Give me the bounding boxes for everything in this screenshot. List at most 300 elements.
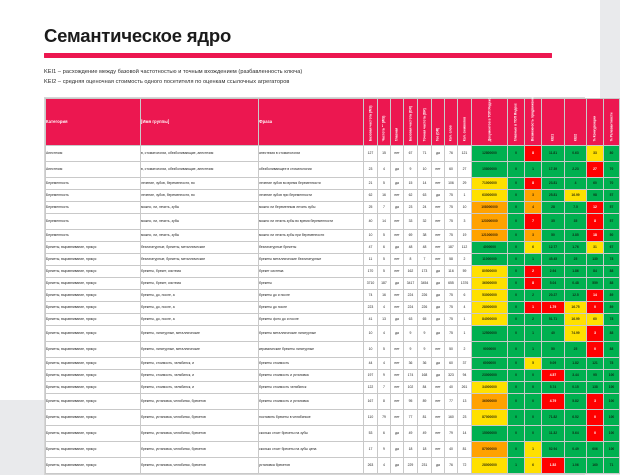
cell-scored-metric: 63000000 <box>472 189 508 201</box>
cell-metric: 1376 <box>458 277 472 289</box>
cell-phrase: лечение зубов во время беременности <box>259 177 364 189</box>
cell-scored-metric: 50 <box>604 229 620 241</box>
cell-scored-metric: 4 <box>565 177 587 189</box>
table-row[interactable] <box>46 213 620 229</box>
cell-scored-metric: 50 <box>542 341 565 357</box>
cell-scored-metric: 25 <box>565 253 587 265</box>
cell-metric: 9 <box>378 369 391 381</box>
cell-scored-metric: 12500000 <box>472 325 508 341</box>
col-header-char-count[interactable]: Кол. символов <box>458 98 472 145</box>
cell-scored-metric: 0 <box>508 201 525 213</box>
col-header-phrase[interactable]: Фраза <box>259 98 364 145</box>
cell-scored-metric: 0 <box>508 277 525 289</box>
cell-scored-metric: 84000000 <box>472 313 508 325</box>
table-row[interactable] <box>46 381 620 393</box>
cell-phrase: лечение зубов при беременности <box>259 189 364 201</box>
cell-scored-metric: 0.15 <box>565 381 587 393</box>
cell-metric: 74 <box>364 289 378 301</box>
cell-metric: 9 <box>418 341 432 357</box>
cell-phrase: сколько стоит брекеты на зубы цена <box>259 441 364 457</box>
cell-metric: 9 <box>404 341 418 357</box>
cell-metric: 162 <box>404 265 418 277</box>
cell-metric: 62 <box>364 189 378 201</box>
cell-phrase: брекеты стоимость и установка <box>259 369 364 381</box>
cell-scored-metric: 0 <box>508 213 525 229</box>
cell-category: Брекеты, выравнивание, прикус <box>46 425 141 441</box>
cell-phrase: керамические брекеты лигатурные <box>259 341 364 357</box>
cell-metric: 1 <box>458 325 472 341</box>
cell-metric: да <box>432 145 445 161</box>
cell-group-name: безлигатурные, брекеты, металлические <box>141 241 259 253</box>
col-header-exact-freq-dr[interactable]: Точная частота (DR) <box>418 98 432 145</box>
cell-metric: 4 <box>378 301 391 313</box>
col-header-base-freq-ws[interactable]: Базовая частота (WS) <box>364 98 378 145</box>
cell-scored-metric: 2 <box>525 313 542 325</box>
cell-metric: 23 <box>364 161 378 177</box>
cell-metric: нет <box>432 253 445 265</box>
cell-scored-metric: 88 <box>604 277 620 289</box>
cell-category: Брекеты, выравнивание, прикус <box>46 409 141 425</box>
cell-metric: 40 <box>364 213 378 229</box>
cell-scored-metric: 71.82 <box>542 409 565 425</box>
cell-phrase: брекеты металлические безлигатурные <box>259 253 364 265</box>
cell-metric: 27 <box>458 161 472 177</box>
cell-scored-metric: 3 <box>525 189 542 201</box>
table-row[interactable] <box>46 409 620 425</box>
cell-scored-metric: 3.85 <box>565 229 587 241</box>
cell-category: Беременность <box>46 229 141 241</box>
cell-scored-metric: 0 <box>587 425 604 441</box>
cell-scored-metric: 51.71 <box>542 313 565 325</box>
cell-scored-metric: 6000000 <box>472 357 508 369</box>
cell-phrase: брекеты стоимость и установка <box>259 393 364 409</box>
table-row[interactable] <box>46 277 620 289</box>
col-header-kei2[interactable]: KEI2 <box>565 98 587 145</box>
cell-metric: 6 <box>378 241 391 253</box>
cell-metric: 5 <box>378 177 391 189</box>
table-body <box>46 145 620 473</box>
cell-scored-metric: 15800000 <box>472 161 508 177</box>
cell-scored-metric: 108000000 <box>472 201 508 213</box>
cell-scored-metric: 35 <box>542 213 565 229</box>
cell-scored-metric: 0 <box>508 241 525 253</box>
cell-metric: 58 <box>445 253 458 265</box>
semantic-core-table[interactable] <box>44 95 615 475</box>
cell-scored-metric: 40 <box>542 325 565 341</box>
table-row[interactable] <box>46 341 620 357</box>
cell-metric: 187 <box>445 241 458 253</box>
cell-scored-metric: 3 <box>525 229 542 241</box>
cell-scored-metric: 89 <box>604 301 620 313</box>
cell-scored-metric: 0 <box>508 341 525 357</box>
cell-metric: да <box>432 369 445 381</box>
cell-scored-metric: 8 <box>525 145 542 161</box>
cell-scored-metric: 606 <box>587 441 604 457</box>
table-row[interactable] <box>46 325 620 341</box>
cell-metric: 170 <box>364 265 378 277</box>
cell-metric: 3 <box>458 213 472 229</box>
cell-category: Беременность <box>46 189 141 201</box>
cell-scored-metric: 1 <box>525 301 542 313</box>
cell-metric: нет <box>391 189 404 201</box>
cell-scored-metric: 12.5 <box>565 289 587 301</box>
cell-scored-metric: 2 <box>525 289 542 301</box>
cell-scored-metric: 4000000 <box>472 241 508 253</box>
cell-scored-metric: 16.75 <box>565 301 587 313</box>
cell-metric: 2 <box>458 341 472 357</box>
cell-scored-metric: 78 <box>604 253 620 265</box>
cell-metric: 77 <box>404 409 418 425</box>
note-kei2: KEI2 – средняя оценочная стоимость одного посетителя по оценкам ссылочных агрегаторов <box>44 79 290 86</box>
cell-metric: 94 <box>458 369 472 381</box>
cell-category: Брекеты, выравнивание, прикус <box>46 253 141 265</box>
cell-metric: 63 <box>418 189 432 201</box>
cell-scored-metric: 78 <box>604 313 620 325</box>
cell-metric: 84 <box>418 381 432 393</box>
cell-metric: 72 <box>458 457 472 473</box>
cell-scored-metric: 0 <box>587 341 604 357</box>
cell-scored-metric: 1 <box>525 325 542 341</box>
cell-scored-metric: 0 <box>508 229 525 241</box>
cell-metric: 173 <box>418 265 432 277</box>
cell-category: Беременность <box>46 177 141 189</box>
cell-scored-metric: 4 <box>525 201 542 213</box>
cell-category: Брекеты, выравнивание, прикус <box>46 369 141 381</box>
cell-scored-metric: 1 <box>525 441 542 457</box>
cell-metric: да <box>391 177 404 189</box>
cell-phrase: анестезия в стоматологии <box>259 145 364 161</box>
cell-metric: 49 <box>404 425 418 441</box>
cell-metric: 24 <box>418 201 432 213</box>
table-row[interactable] <box>46 441 620 457</box>
cell-scored-metric: 28000000 <box>472 301 508 313</box>
cell-scored-metric: 1.76 <box>565 241 587 253</box>
table-row[interactable] <box>46 393 620 409</box>
cell-metric: 36 <box>404 357 418 369</box>
cell-metric: 224 <box>404 289 418 301</box>
cell-metric: 5 <box>378 341 391 357</box>
cell-scored-metric: 0 <box>508 289 525 301</box>
cell-metric: 3454 <box>418 277 432 289</box>
cell-metric: да <box>432 301 445 313</box>
col-header-word-count[interactable]: Кол. слов <box>445 98 458 145</box>
cell-scored-metric: 84 <box>587 265 604 277</box>
cell-metric: 11 <box>364 253 378 265</box>
cell-group-name: брекеты, до, после, а <box>141 313 259 325</box>
cell-group-name: брекеты, брекет, система <box>141 265 259 277</box>
cell-metric: 116 <box>445 265 458 277</box>
cell-metric: 75 <box>445 229 458 241</box>
cell-metric: 1 <box>458 313 472 325</box>
cell-group-name: брекеты, лигатурные, металлические <box>141 325 259 341</box>
cell-scored-metric: 9000000 <box>472 341 508 357</box>
col-header-kei1[interactable]: KEI1 <box>542 98 565 145</box>
cell-scored-metric: 0.63 <box>565 145 587 161</box>
cell-phrase: брекеты стоимость челябинск <box>259 381 364 393</box>
cell-scored-metric: 87000000 <box>472 409 508 425</box>
cell-metric: 23 <box>458 409 472 425</box>
cell-scored-metric: 1 <box>525 253 542 265</box>
cell-metric: да <box>432 357 445 369</box>
col-header-promotion-ability[interactable]: Возможность продвижения <box>525 98 542 145</box>
col-header-relevance-pct[interactable]: % Релевантности <box>604 98 620 145</box>
col-header-geo-dr[interactable]: Гео (DR) <box>432 98 445 145</box>
cell-metric: 229 <box>404 457 418 473</box>
cell-scored-metric: 12.77 <box>542 241 565 253</box>
cell-metric: 37 <box>458 357 472 369</box>
table-row[interactable] <box>46 241 620 253</box>
cell-scored-metric: 57 <box>604 213 620 229</box>
cell-metric: 15 <box>404 177 418 189</box>
cell-metric: 3710 <box>364 277 378 289</box>
cell-scored-metric: 15000000 <box>472 425 508 441</box>
cell-metric: нет <box>432 393 445 409</box>
cell-scored-metric: 1.86 <box>565 265 587 277</box>
cell-metric: 106 <box>445 177 458 189</box>
cell-metric: 36 <box>418 357 432 369</box>
cell-category: Беременность <box>46 213 141 229</box>
cell-metric: 160 <box>445 409 458 425</box>
cell-scored-metric: 5.04 <box>542 277 565 289</box>
cell-scored-metric: 0 <box>508 189 525 201</box>
cell-scored-metric: 0 <box>508 381 525 393</box>
cell-metric: да <box>391 313 404 325</box>
table-row[interactable] <box>46 313 620 325</box>
cell-metric: 6 <box>378 425 391 441</box>
cell-scored-metric: 0 <box>587 301 604 313</box>
table-row[interactable] <box>46 289 620 301</box>
cell-metric: нет <box>391 381 404 393</box>
col-header-docs-top-yandex[interactable]: Документов в ТОП Яндекс <box>472 98 508 145</box>
cell-metric: 4 <box>458 301 472 313</box>
cell-scored-metric: 71000000 <box>472 177 508 189</box>
cell-metric: 223 <box>364 301 378 313</box>
table-row[interactable] <box>46 177 620 189</box>
cell-metric: нет <box>391 253 404 265</box>
cell-scored-metric: 70 <box>604 177 620 189</box>
cell-scored-metric: 2.94 <box>542 265 565 277</box>
table-row[interactable] <box>46 161 620 177</box>
cell-metric: нет <box>391 393 404 409</box>
col-header-exact-freq-ws[interactable]: Частота "" (WS) <box>378 98 391 145</box>
cell-metric: 67 <box>404 145 418 161</box>
cell-scored-metric: 8 <box>525 277 542 289</box>
cell-metric: 10 <box>364 341 378 357</box>
cell-metric: 5 <box>378 253 391 265</box>
table-row[interactable] <box>46 369 620 381</box>
table-row[interactable] <box>46 301 620 313</box>
cell-scored-metric: 0 <box>508 161 525 177</box>
cell-scored-metric: 17.39 <box>542 161 565 177</box>
cell-scored-metric: 88 <box>604 265 620 277</box>
cell-metric: 4 <box>378 357 391 369</box>
cell-metric: 25 <box>364 201 378 213</box>
cell-scored-metric: 36000000 <box>472 393 508 409</box>
cell-phrase: брекеты фото до и после <box>259 313 364 325</box>
cell-scored-metric: 1.06 <box>565 457 587 473</box>
cell-metric: 9 <box>418 325 432 341</box>
table-row[interactable] <box>46 229 620 241</box>
cell-metric: 187 <box>378 277 391 289</box>
cell-category: Анестезия <box>46 161 141 177</box>
cell-metric: 167 <box>364 393 378 409</box>
cell-scored-metric: 160 <box>587 457 604 473</box>
col-header-main-page[interactable]: Главная <box>391 98 404 145</box>
cell-scored-metric: 23000000 <box>472 369 508 381</box>
cell-metric: да <box>391 441 404 457</box>
cell-metric: 18 <box>418 441 432 457</box>
cell-scored-metric: 100 <box>604 381 620 393</box>
table-row[interactable] <box>46 265 620 277</box>
cell-metric: 14 <box>418 177 432 189</box>
table-row[interactable] <box>46 425 620 441</box>
cell-metric: нет <box>391 229 404 241</box>
cell-metric: 261 <box>458 381 472 393</box>
cell-metric: 3417 <box>404 277 418 289</box>
cell-scored-metric: 0 <box>525 381 542 393</box>
cell-group-name: брекеты, до, после, а <box>141 289 259 301</box>
cell-metric: 4 <box>378 457 391 473</box>
cell-scored-metric: 130 <box>587 253 604 265</box>
cell-metric: 7 <box>418 253 432 265</box>
note-kei1: KEI1 – расхождение между базовой частотностью и точным вхождением (разбавленность ключа) <box>44 68 303 75</box>
cell-scored-metric: 45.45 <box>542 253 565 265</box>
cell-metric: 79 <box>378 409 391 425</box>
cell-metric: 48 <box>418 241 432 253</box>
cell-phrase: безлигатурные брекеты <box>259 241 364 253</box>
cell-metric: 5 <box>378 265 391 277</box>
cell-group-name: брекеты, установка, челябинск, брекетов <box>141 393 259 409</box>
cell-scored-metric: 8 <box>587 213 604 229</box>
cell-scored-metric: 70 <box>604 161 620 177</box>
table-row[interactable] <box>46 145 620 161</box>
cell-metric: нет <box>432 441 445 457</box>
cell-group-name: можно, ли, лечить, зубы <box>141 201 259 213</box>
cell-metric: 9 <box>404 325 418 341</box>
col-header-mains-top-yandex[interactable]: Главных в ТОП Яндекс <box>508 98 525 145</box>
cell-metric: да <box>432 277 445 289</box>
cell-metric: нет <box>391 341 404 357</box>
cell-metric: 33 <box>404 213 418 229</box>
cell-scored-metric: 0 <box>508 301 525 313</box>
cell-metric: 19 <box>458 229 472 241</box>
cell-phrase: установка брекетов <box>259 457 364 473</box>
cell-metric: нет <box>391 145 404 161</box>
cell-group-name: брекеты, до, после, а <box>141 301 259 313</box>
cell-scored-metric: 6 <box>525 457 542 473</box>
cell-category: Беременность <box>46 201 141 213</box>
cell-phrase: можно ли лечить зубы при беременности <box>259 229 364 241</box>
cell-metric: да <box>391 457 404 473</box>
col-header-group-name[interactable]: [Имя группы] <box>141 98 259 145</box>
cell-metric: 60 <box>445 357 458 369</box>
cell-group-name: брекеты, установка, челябинск, брекетов <box>141 441 259 457</box>
cell-scored-metric: 57 <box>604 201 620 213</box>
cell-metric: да <box>391 425 404 441</box>
cell-scored-metric: 4.57 <box>542 369 565 381</box>
table-row[interactable] <box>46 201 620 213</box>
cell-group-name: брекеты, установка, челябинск, брекетов <box>141 425 259 441</box>
title-accent-rule <box>44 53 552 58</box>
cell-scored-metric: 53000000 <box>472 289 508 301</box>
cell-category: Брекеты, выравнивание, прикус <box>46 393 141 409</box>
cell-metric: 110 <box>364 409 378 425</box>
cell-scored-metric: 8 <box>525 177 542 189</box>
cell-scored-metric: 1 <box>525 161 542 177</box>
cell-scored-metric: 3 <box>587 325 604 341</box>
cell-scored-metric: 9.09 <box>542 357 565 369</box>
cell-scored-metric: 80 <box>604 145 620 161</box>
cell-metric: 21 <box>364 177 378 189</box>
cell-scored-metric: 0.49 <box>565 441 587 457</box>
cell-metric: нет <box>432 229 445 241</box>
cell-group-name: безлигатурные, брекеты, металлические <box>141 253 259 265</box>
table-row[interactable] <box>46 189 620 201</box>
cell-scored-metric: 31 <box>587 241 604 253</box>
cell-metric: 15 <box>378 145 391 161</box>
cell-phrase: брекеты до и после <box>259 289 364 301</box>
cell-group-name: брекеты, стоимость, челябинск, и <box>141 357 259 369</box>
cell-scored-metric: 0 <box>508 253 525 265</box>
cell-scored-metric: 20.27 <box>542 289 565 301</box>
cell-scored-metric: 0 <box>508 357 525 369</box>
table-row[interactable] <box>46 457 620 473</box>
cell-scored-metric: 0 <box>508 393 525 409</box>
cell-category: Брекеты, выравнивание, прикус <box>46 381 141 393</box>
cell-scored-metric: 123000000 <box>472 213 508 229</box>
cell-metric: 44 <box>364 357 378 369</box>
cell-metric: 323 <box>445 369 458 381</box>
cell-metric: 77 <box>445 393 458 409</box>
cell-scored-metric: 0.48 <box>565 277 587 289</box>
cell-scored-metric: 57 <box>604 189 620 201</box>
cell-scored-metric: 80500000 <box>472 265 508 277</box>
cell-metric: 16 <box>378 289 391 301</box>
cell-metric: 14 <box>378 213 391 229</box>
table-row[interactable] <box>46 253 620 265</box>
col-header-category[interactable]: Категория <box>46 98 141 145</box>
cell-group-name: можно, ли, лечить, зубы <box>141 213 259 229</box>
cell-scored-metric: 0 <box>525 425 542 441</box>
cell-scored-metric: 60 <box>587 177 604 189</box>
cell-metric: 60 <box>445 161 458 177</box>
cell-metric: 1 <box>458 189 472 201</box>
cell-metric: 41 <box>364 313 378 325</box>
cell-metric: 75 <box>445 201 458 213</box>
col-header-base-freq-dr[interactable]: Базовая частота (DR) <box>404 98 418 145</box>
cell-scored-metric: 67 <box>604 241 620 253</box>
cell-scored-metric: 1.52 <box>542 457 565 473</box>
cell-scored-metric: 95 <box>587 369 604 381</box>
cell-scored-metric: 35 <box>565 213 587 229</box>
table-row[interactable] <box>46 357 620 369</box>
cell-scored-metric: 1 <box>525 341 542 357</box>
cell-metric: 10 <box>364 229 378 241</box>
cell-metric: 75 <box>445 189 458 201</box>
cell-metric: 16 <box>378 189 391 201</box>
cell-phrase: брекеты металлические лигатурные <box>259 325 364 341</box>
cell-metric: 10 <box>418 161 432 177</box>
cell-metric: 8 <box>378 393 391 409</box>
col-header-competition-pct[interactable]: % Конкуренции <box>587 98 604 145</box>
cell-category: Брекеты, выравнивание, прикус <box>46 325 141 341</box>
cell-metric: 174 <box>404 369 418 381</box>
cell-scored-metric: 0 <box>508 425 525 441</box>
cell-scored-metric: 7.5 <box>565 201 587 213</box>
cell-metric: 75 <box>445 289 458 301</box>
cell-scored-metric: 0 <box>508 145 525 161</box>
cell-metric: 6 <box>458 289 472 301</box>
